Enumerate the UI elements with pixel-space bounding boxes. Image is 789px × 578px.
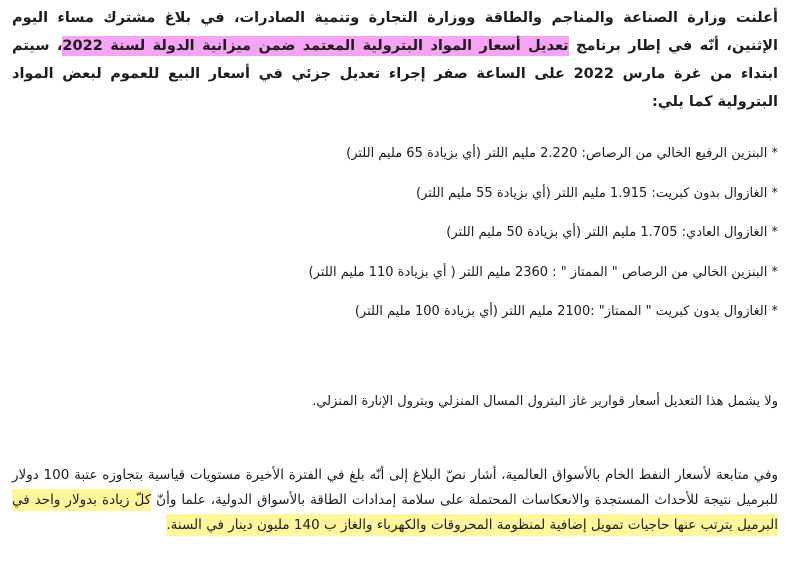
price-item-regular-diesel: * الغازوال العادي: 1.705 مليم اللتر (أي بزيادة 50 مليم اللتر) <box>446 225 778 240</box>
price-item-super-unleaded: * البنزين الخالي من الرصاص " الممتاز " : 2360 مليم اللتر ( أي بزيادة 110 مليم اللتر) <box>308 264 778 280</box>
price-item-sulfur-free-diesel: * الغازوال بدون كبريت: 1.915 مليم اللتر (أي بزيادة 55 مليم اللتر) <box>416 185 778 201</box>
intro-text-end: ، سيتم ابتداء من غرة مارس 2022 على الساعة صفر إجراء تعديل جزئي في أسعار البيع للعموم لبعض المواد البترولية كما يلي: <box>12 38 778 110</box>
intro-text-start: أعلنت وزارة الصناعة والمناجم والطاقة ووزارة التجارة وتنمية الصادرات، في بلاغ مشترك مساء اليوم الإثنين، أنّه في إطار برنامج <box>12 10 778 54</box>
price-item-premium-unleaded: * البنزين الرفيع الخالي من الرصاص: 2.220 مليم اللتر (أي بزيادة 65 مليم اللتر) <box>346 146 778 161</box>
price-list <box>12 140 778 338</box>
closing-highlight: كلّ زيادة بدولار واحد في البرميل يترتب عنها حاجيات تمويل إضافية لمنظومة المحروقات والكهرباء والغاز ب 140 مليون دينار في السنة. <box>12 489 778 536</box>
intro-paragraph <box>12 0 778 116</box>
exclusion-note: ولا يشمل هذا التعديل أسعار قوارير غاز البترول المسال المنزلي وبترول الإنارة المنزلي. <box>312 394 778 409</box>
closing-paragraph <box>12 463 778 538</box>
price-item-super-sulfur-free-diesel: * الغازوال بدون كبريت " الممتاز" :2100 مليم اللتر (أي بزيادة 100 مليم اللتر) <box>354 304 778 319</box>
intro-highlight: تعديل أسعار المواد البترولية المعتمد ضمن ميزانية الدولة لسنة 2022 <box>62 38 569 54</box>
closing-text: وفي متابعة لأسعار النفط الخام بالأسواق العالمية، أشار نصّ البلاغ إلى أنّه بلغ في الفترة الأخيرة مستويات قياسية بتجاوزه عتبة 100 دولار للبرميل نتيجة للأحداث المستجدة والانعكاسات المحتملة على سلامة إمدادات الطاقة بالأسواق الدولية، علما وأنّ <box>12 467 778 508</box>
